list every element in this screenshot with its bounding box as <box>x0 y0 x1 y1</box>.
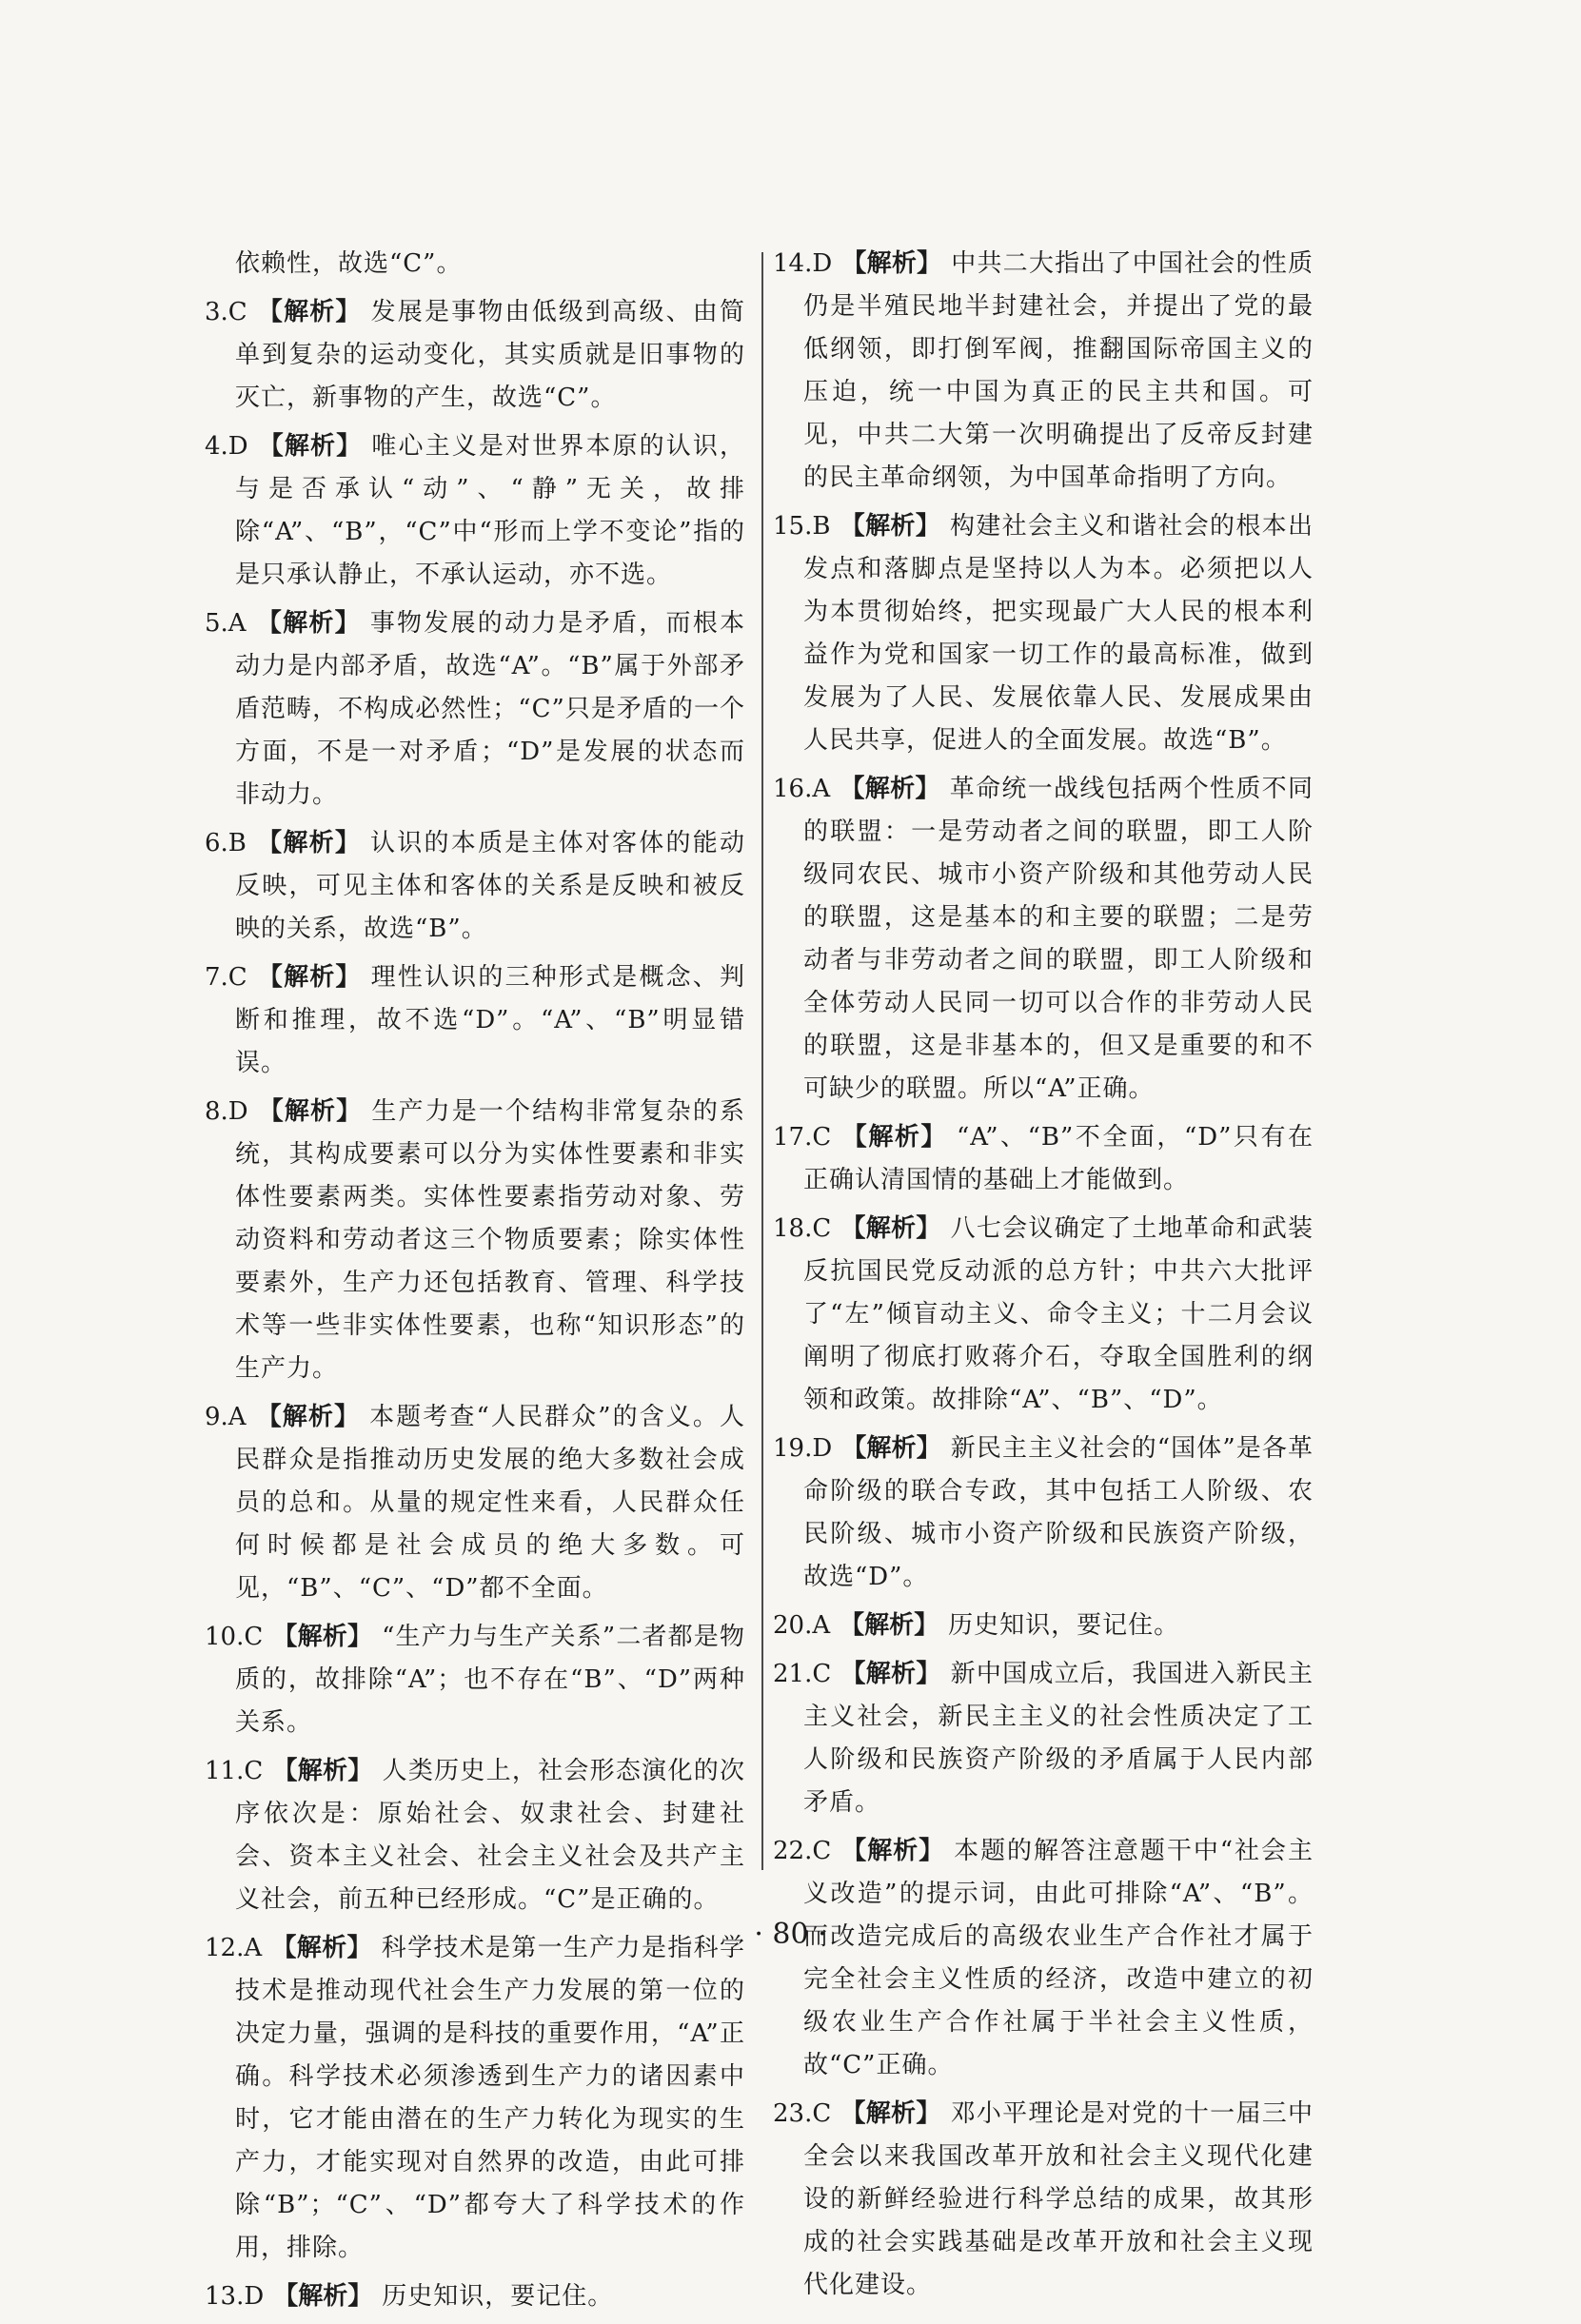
answer-number: 15.B <box>773 512 831 541</box>
answer-text: 构建社会主义和谐社会的根本出发点和落脚点是坚持以人为本。必须把以人为本贯彻始终，把实现最广大人民的根本利益作为党和国家一切工作的最高标准，做到发展为了人民、发展依靠人民、发展成果由人民共享，促进人的全面发展。故选“B”。 <box>803 512 1314 755</box>
analysis-tag: 【解析】 <box>840 775 940 803</box>
answer-number: 21.C <box>773 1660 832 1688</box>
answer-number: 9.A <box>205 1403 247 1431</box>
answer-item <box>205 1091 745 1390</box>
answer-item <box>773 1605 1314 1647</box>
answer-item <box>205 822 745 951</box>
answer-text: 历史知识，要记住。 <box>948 1611 1180 1640</box>
answer-text: 新民主主义社会的“国体”是各革命阶级的联合专政，其中包括工人阶级、农民阶级、城市小资产阶级和民族资产阶级，故选“D”。 <box>803 1434 1314 1591</box>
answer-text: 本题考查“人民群众”的含义。人民群众是指推动历史发展的绝大多数社会成员的总和。从量的规定性来看，人民群众任何时候都是社会成员的绝大多数。可见，“B”、“C”、“D”都不全面。 <box>235 1403 745 1603</box>
answer-text: 发展是事物由低级到高级、由简单到复杂的运动变化，其实质就是旧事物的灭亡，新事物的产生，故选“C”。 <box>235 298 745 412</box>
analysis-tag: 【解析】 <box>257 432 363 461</box>
answer-number: 3.C <box>205 298 247 326</box>
answer-item <box>205 602 745 817</box>
answer-number: 8.D <box>205 1097 248 1126</box>
answer-item <box>205 291 745 420</box>
analysis-tag: 【解析】 <box>840 1660 941 1688</box>
answer-number: 16.A <box>773 775 831 803</box>
answer-number: 23.C <box>773 2099 832 2128</box>
analysis-tag: 【解析】 <box>840 1123 947 1152</box>
answer-item <box>773 1653 1314 1824</box>
analysis-tag: 【解析】 <box>256 963 362 992</box>
answer-number: 12.A <box>205 1934 263 1962</box>
answer-number: 18.C <box>773 1214 832 1243</box>
answer-item <box>773 505 1314 762</box>
right-column <box>773 243 1314 2313</box>
answer-item <box>205 1750 745 1921</box>
analysis-tag: 【解析】 <box>840 1837 945 1865</box>
answer-text: 理性认识的三种形式是概念、判断和推理，故不选“D”。“A”、“B”明显错误。 <box>235 963 745 1077</box>
answer-number: 10.C <box>205 1623 264 1651</box>
answer-item <box>773 243 1314 500</box>
answer-number: 14.D <box>773 249 833 278</box>
answer-text: 唯心主义是对世界本原的认识，与是否承认“动”、“静”无关，故排除“A”、“B”，“C”中“形而上学不变论”指的是只承认静止，不承认运动，亦不选。 <box>235 432 745 589</box>
left-column <box>205 243 745 2324</box>
answer-number: 4.D <box>205 432 248 461</box>
answer-number: 22.C <box>773 1837 832 1865</box>
answer-text: 本题的解答注意题干中“社会主义改造”的提示词，由此可排除“A”、“B”。而改造完成后的高级农业生产合作社才属于完全社会主义性质的经济，改造中建立的初级农业生产合作社属于半社会主义性质，故“C”正确。 <box>803 1837 1314 2079</box>
answer-item <box>205 425 745 597</box>
answer-text: 八七会议确定了土地革命和武装反抗国民党反动派的总方针；中共六大批评了“左”倾盲动主义、命令主义；十二月会议阐明了彻底打败蒋介石，夺取全国胜利的纲领和政策。故排除“A”、“B”、“D”。 <box>803 1214 1314 1414</box>
answer-number: 6.B <box>205 829 247 857</box>
answer-number: 11.C <box>205 1757 264 1785</box>
analysis-tag: 【解析】 <box>272 1623 373 1651</box>
analysis-tag: 【解析】 <box>840 1611 939 1640</box>
answer-text: 邓小平理论是对党的十一届三中全会以来我国改革开放和社会主义现代化建设的新鲜经验进行科学总结的成果，故其形成的社会实践基础是改革开放和社会主义现代化建设。 <box>803 2099 1314 2299</box>
analysis-tag: 【解析】 <box>257 1097 363 1126</box>
analysis-tag: 【解析】 <box>840 512 940 541</box>
answer-text: 革命统一战线包括两个性质不同的联盟：一是劳动者之间的联盟，即工人阶级同农民、城市小资产阶级和其他劳动人民的联盟，这是基本的和主要的联盟；二是劳动者与非劳动者之间的联盟，即工人阶级和全体劳动人民同一切可以合作的非劳动人民的联盟，这是非基本的，但又是重要的和不可缺少的联盟。所以“A”正确。 <box>803 775 1314 1103</box>
answer-item <box>773 1428 1314 1599</box>
answer-item <box>205 1616 745 1744</box>
answer-text: 科学技术是第一生产力是指科学技术是推动现代社会生产力发展的第一位的决定力量，强调的是科技的重要作用，“A”正确。科学技术必须渗透到生产力的诸因素中时，它才能由潜在的生产力转化为现实的生产力，才能实现对自然界的改造，由此可排除“B”；“C”、“D”都夸大了科学技术的作用，排除。 <box>235 1934 745 2262</box>
answer-item <box>773 768 1314 1111</box>
answer-item <box>773 1116 1314 1202</box>
analysis-tag: 【解析】 <box>255 609 361 638</box>
answer-number: 17.C <box>773 1123 832 1152</box>
column-divider <box>761 252 763 1870</box>
answer-item <box>773 1830 1314 2087</box>
answer-item <box>205 1396 745 1610</box>
answer-item <box>205 956 745 1085</box>
analysis-tag: 【解析】 <box>840 1214 941 1243</box>
answer-item <box>205 2275 745 2318</box>
analysis-tag: 【解析】 <box>271 1934 372 1962</box>
answer-number: 20.A <box>773 1611 831 1640</box>
answer-number: 5.A <box>205 609 247 638</box>
answer-text: 事物发展的动力是矛盾，而根本动力是内部矛盾，故选“A”。“B”属于外部矛盾范畴，不构成必然性；“C”只是矛盾的一个方面，不是一对矛盾；“D”是发展的状态而非动力。 <box>235 609 745 809</box>
answer-text: 中共二大指出了中国社会的性质仍是半殖民地半封建社会，并提出了党的最低纲领，即打倒军阀，推翻国际帝国主义的压迫，统一中国为真正的民主共和国。可见，中共二大第一次明确提出了反帝反封建的民主革命纲领，为中国革命指明了方向。 <box>803 249 1314 492</box>
answer-item <box>773 1208 1314 1422</box>
answer-text: 认识的本质是主体对客体的能动反映，可见主体和客体的关系是反映和被反映的关系，故选“B”。 <box>235 829 745 943</box>
page-number: · 80 · <box>754 1918 827 1951</box>
answer-text: “A”、“B”不全面，“D”只有在正确认清国情的基础上才能做到。 <box>803 1123 1314 1194</box>
analysis-tag: 【解析】 <box>273 2282 373 2311</box>
answer-text: 新中国成立后，我国进入新民主主义社会，新民主主义的社会性质决定了工人阶级和民族资产阶级的矛盾属于人民内部矛盾。 <box>803 1660 1314 1817</box>
analysis-tag: 【解析】 <box>841 1434 941 1463</box>
answer-number: 7.C <box>205 963 247 992</box>
answer-number: 19.D <box>773 1434 833 1463</box>
analysis-tag: 【解析】 <box>255 1403 361 1431</box>
answer-number: 13.D <box>205 2282 265 2311</box>
analysis-tag: 【解析】 <box>272 1757 373 1785</box>
answer-text: 人类历史上，社会形态演化的次序依次是：原始社会、奴隶社会、封建社会、资本主义社会、社会主义社会及共产主义社会，前五种已经形成。“C”是正确的。 <box>235 1757 745 1914</box>
continuation-text: 依赖性，故选“C”。 <box>235 249 463 278</box>
answer-item <box>205 1927 745 2270</box>
analysis-tag: 【解析】 <box>256 298 362 326</box>
answer-text: 生产力是一个结构非常复杂的系统，其构成要素可以分为实体性要素和非实体性要素两类。实体性要素指劳动对象、劳动资料和劳动者这三个物质要素；除实体性要素外，生产力还包括教育、管理、科学技术等一些非实体性要素，也称“知识形态”的生产力。 <box>235 1097 745 1383</box>
analysis-tag: 【解析】 <box>255 829 362 857</box>
analysis-tag: 【解析】 <box>840 2099 941 2128</box>
analysis-tag: 【解析】 <box>841 249 942 278</box>
answer-text: 历史知识，要记住。 <box>382 2282 614 2311</box>
answer-item <box>773 2093 1314 2307</box>
answer-text: “生产力与生产关系”二者都是物质的，故排除“A”；也不存在“B”、“D”两种关系。 <box>235 1623 745 1737</box>
